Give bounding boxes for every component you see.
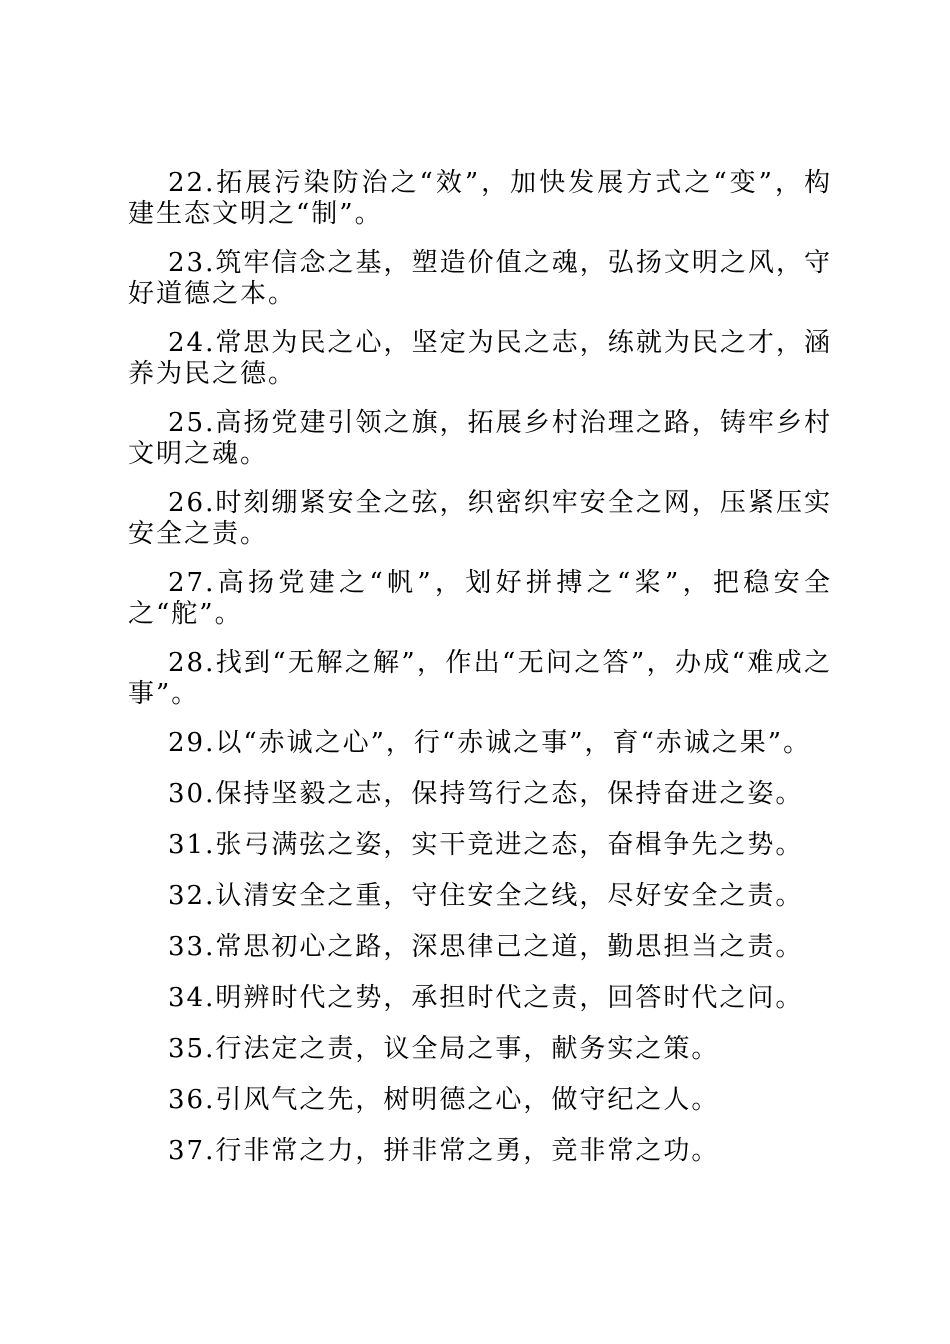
list-item: 33.常思初心之路，深思律己之道，勤思担当之责。 xyxy=(168,932,804,962)
list-item: 35.行法定之责，议全局之事，献务实之策。 xyxy=(168,1034,720,1064)
list-item: 24.常思为民之心，坚定为民之志，练就为民之才，涵养为民之德。 xyxy=(128,328,832,389)
list-item: 23.筑牢信念之基，塑造价值之魂，弘扬文明之风，守好道德之本。 xyxy=(128,248,832,309)
list-item: 34.明辨时代之势，承担时代之责，回答时代之问。 xyxy=(168,983,804,1013)
list-item: 22.拓展污染防治之“效”，加快发展方式之“变”，构建生态文明之“制”。 xyxy=(128,168,832,229)
list-item: 31.张弓满弦之姿，实干竞进之态，奋楫争先之势。 xyxy=(168,830,804,860)
list-item: 26.时刻绷紧安全之弦，织密织牢安全之网，压紧压实安全之责。 xyxy=(128,488,832,549)
document-page xyxy=(128,168,832,1187)
list-item: 36.引风气之先，树明德之心，做守纪之人。 xyxy=(168,1085,720,1115)
list-item: 25.高扬党建引领之旗，拓展乡村治理之路，铸牢乡村文明之魂。 xyxy=(128,408,832,469)
list-item: 27.高扬党建之“帆”，划好拼搏之“桨”，把稳安全之“舵”。 xyxy=(128,568,832,629)
list-item: 37.行非常之力，拼非常之勇，竞非常之功。 xyxy=(168,1136,720,1166)
list-item: 28.找到“无解之解”，作出“无问之答”，办成“难成之事”。 xyxy=(128,648,832,709)
list-item: 30.保持坚毅之志，保持笃行之态，保持奋进之姿。 xyxy=(168,779,804,809)
list-item: 29.以“赤诚之心”，行“赤诚之事”，育“赤诚之果”。 xyxy=(168,728,812,758)
list-item: 32.认清安全之重，守住安全之线，尽好安全之责。 xyxy=(168,881,804,911)
